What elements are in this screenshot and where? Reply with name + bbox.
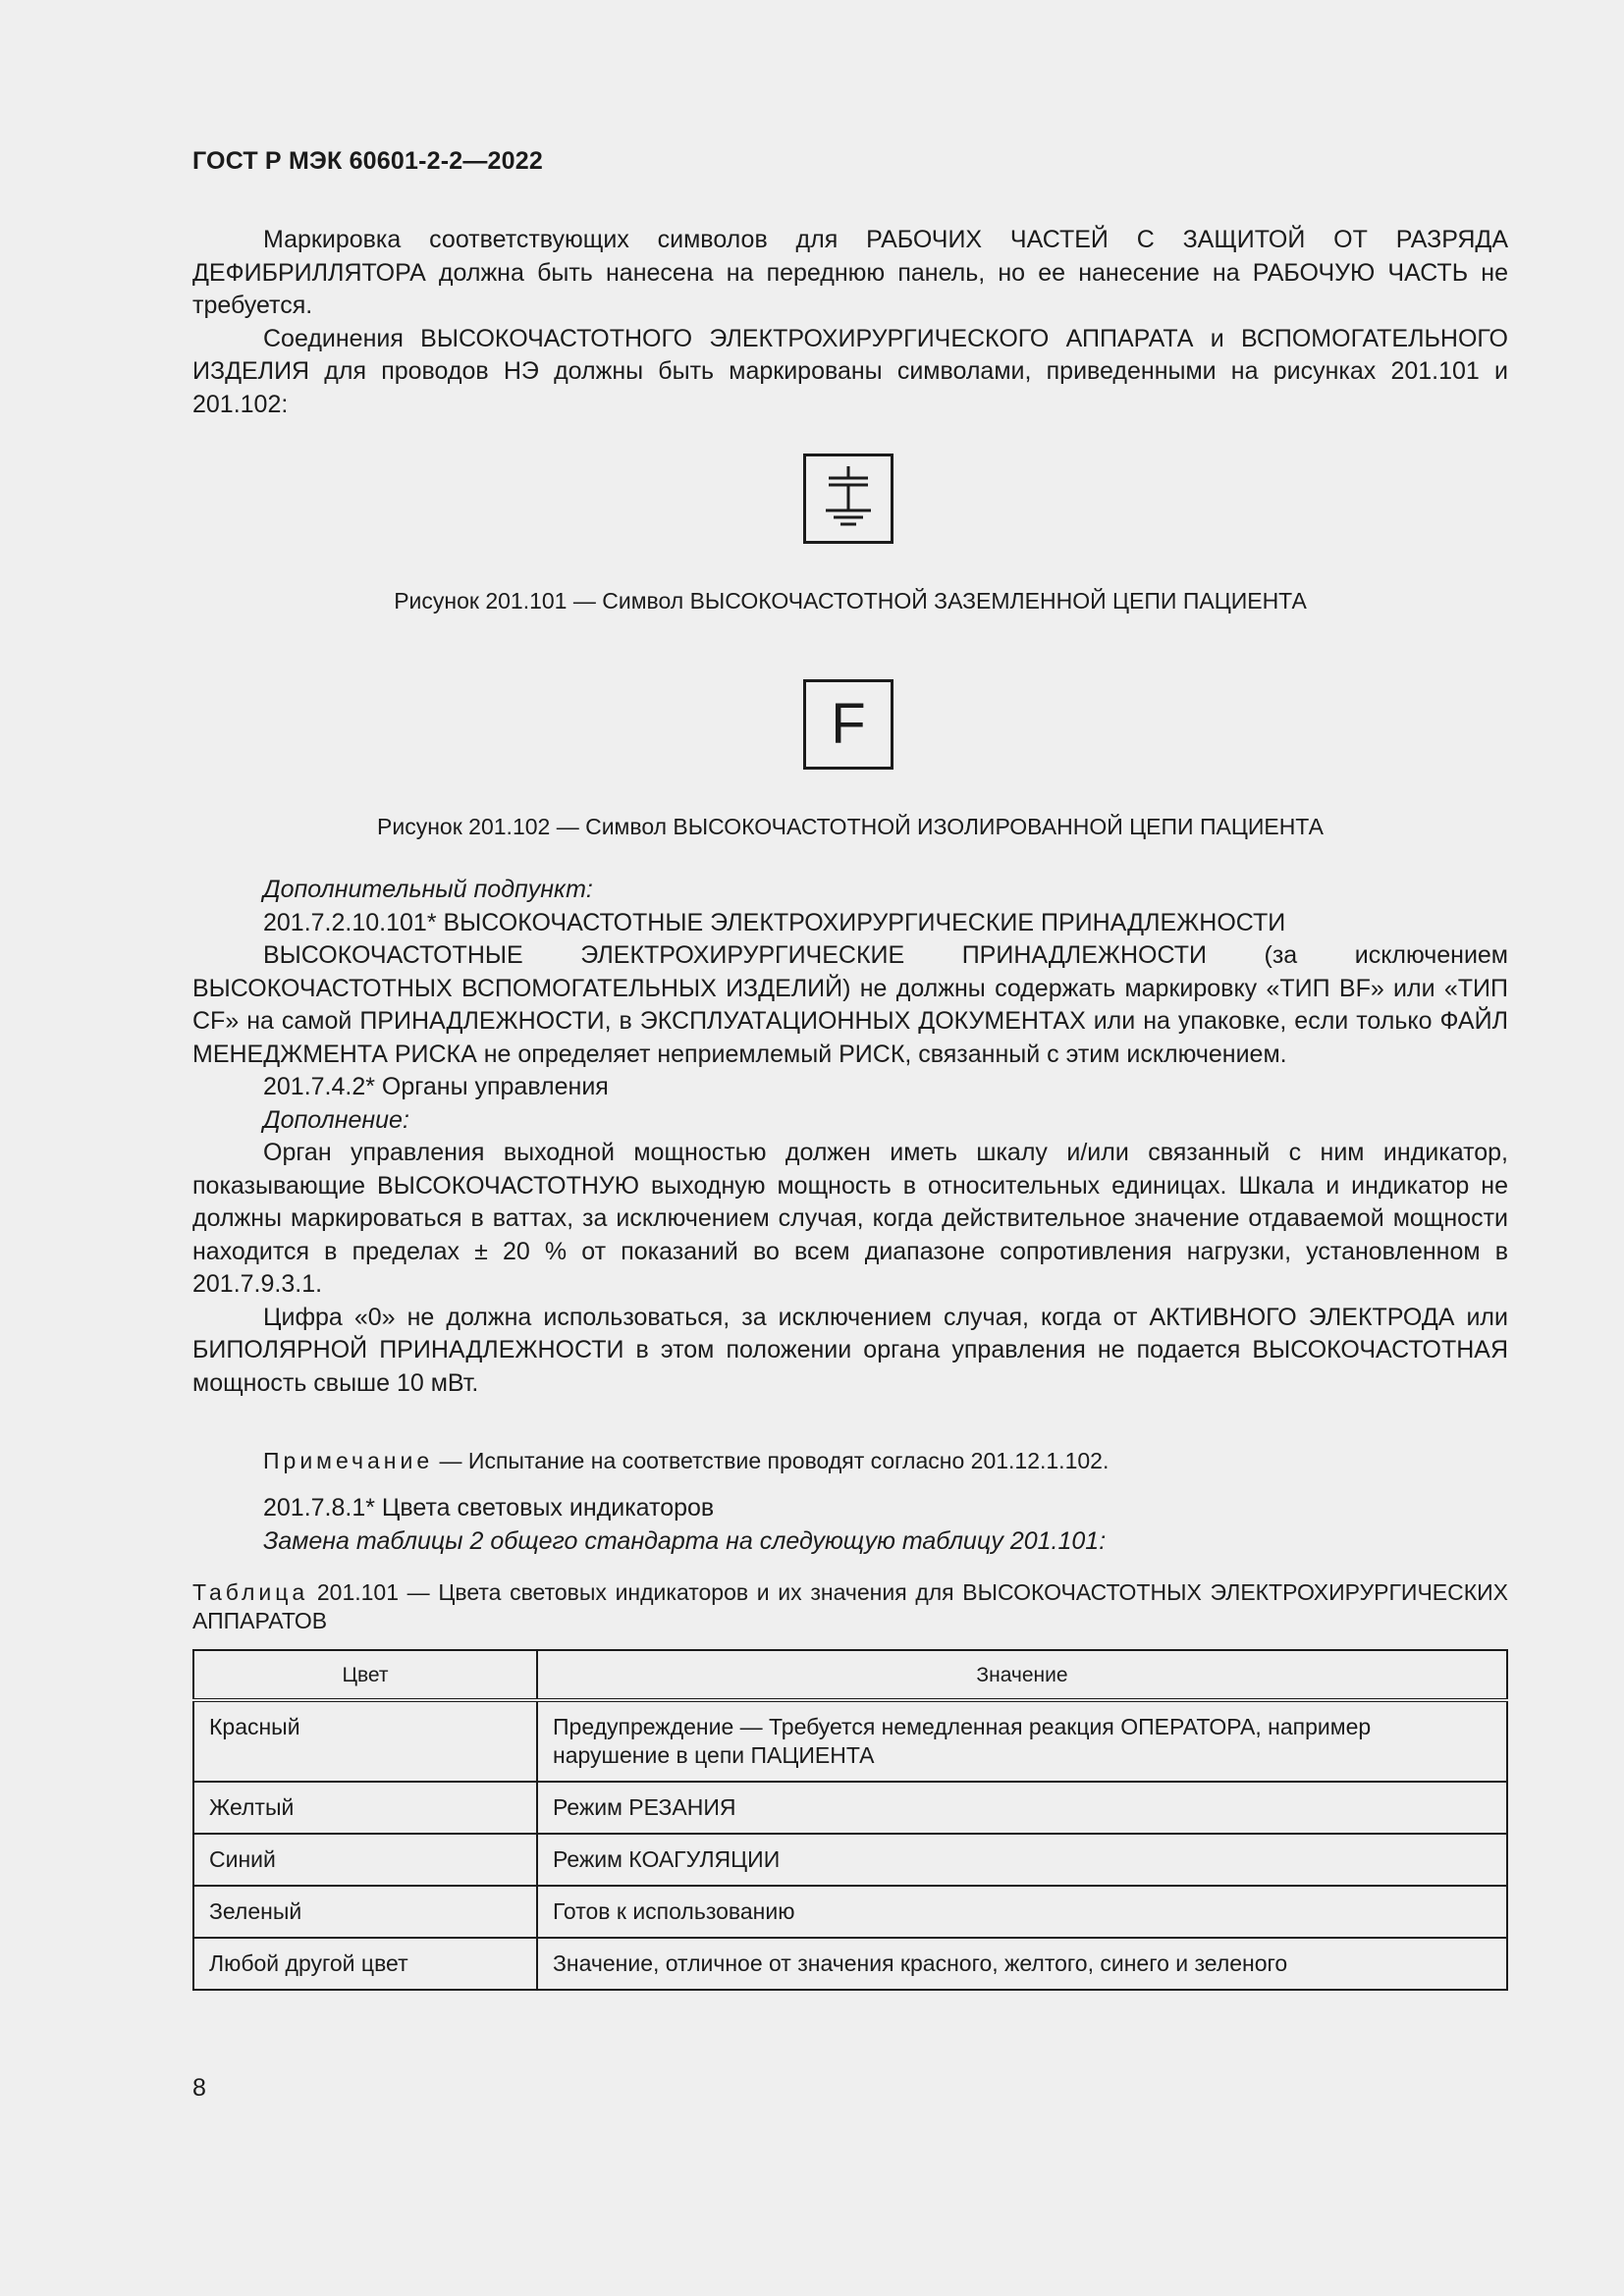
indicator-colors-table <box>192 1649 1508 1991</box>
clause-201-7-2-10-101-text: ВЫСОКОЧАСТОТНЫЕ ЭЛЕКТРОХИРУРГИЧЕСКИЕ ПРИНАДЛЕЖНОСТИ (за исключением ВЫСОКОЧАСТОТНЫХ ВСПОМОГАТЕЛЬНЫХ ИЗДЕЛИЙ) не должны содержать маркировку «ТИП BF» или «ТИП CF» на самой ПРИНАДЛЕЖНОСТИ, в ЭКСПЛУАТАЦИОННЫХ ДОКУМЕНТАХ или на упаковке, если только ФАЙЛ МЕНЕДЖМЕНТА РИСКА не определяет неприемлемый РИСК, связанный с этим исключением. <box>192 941 1508 1068</box>
clause-201-7-4-2-text-2: Цифра «0» не должна использоваться, за исключением случая, когда от АКТИВНОГО ЭЛЕКТРОДА или БИПОЛЯРНОЙ ПРИНАДЛЕЖНОСТИ в этом положении органа управления не подается ВЫСОКОЧАСТОТНАЯ мощность свыше 10 мВт. <box>192 1303 1508 1397</box>
note-label: Примечание <box>263 1448 434 1473</box>
color-cell: Любой другой цвет <box>193 1938 537 1990</box>
table-row <box>193 1886 1507 1938</box>
letter-f-icon: F <box>831 692 866 756</box>
addition-label: Дополнение: <box>263 1105 409 1134</box>
table-row <box>193 1700 1507 1782</box>
clause-201-7-4-2-title: 201.7.4.2* Органы управления <box>263 1073 609 1100</box>
color-cell: Зеленый <box>193 1886 537 1938</box>
header-color: Цвет <box>193 1650 537 1700</box>
additional-subclause-label: Дополнительный подпункт: <box>263 876 593 903</box>
color-cell: Желтый <box>193 1782 537 1834</box>
body-section <box>192 874 1508 1400</box>
intro-paragraph-1: Маркировка соответствующих символов для РАБОЧИХ ЧАСТЕЙ С ЗАЩИТОЙ ОТ РАЗРЯДА ДЕФИБРИЛЛЯТОРА должна быть нанесена на переднюю панель, но ее нанесение на РАБОЧУЮ ЧАСТЬ не требуется. <box>192 226 1508 319</box>
intro-section <box>192 224 1508 421</box>
meaning-cell: Режим РЕЗАНИЯ <box>537 1782 1507 1834</box>
grounded-capacitor-icon <box>806 456 891 541</box>
note-text: — Испытание на соответствие проводят согласно 201.12.1.102. <box>433 1448 1110 1473</box>
table-caption <box>192 1578 1508 1635</box>
note <box>263 1448 1109 1474</box>
intro-paragraph-2: Соединения ВЫСОКОЧАСТОТНОГО ЭЛЕКТРОХИРУРГИЧЕСКОГО АППАРАТА и ВСПОМОГАТЕЛЬНОГО ИЗДЕЛИЯ для проводов НЭ должны быть маркированы символами, приведенными на рисунках 201.101 и 201.102: <box>192 324 1508 418</box>
table-caption-label: Таблица <box>192 1579 309 1605</box>
table-header-row <box>193 1650 1507 1700</box>
meaning-cell: Режим КОАГУЛЯЦИИ <box>537 1834 1507 1886</box>
meaning-cell: Значение, отличное от значения красного, желтого, синего и зеленого <box>537 1938 1507 1990</box>
table-caption-text: 201.101 — Цвета световых индикаторов и их значения для ВЫСОКОЧАСТОТНЫХ ЭЛЕКТРОХИРУРГИЧЕСКИХ АППАРАТОВ <box>192 1579 1508 1633</box>
clause-201-7-8-1-title: 201.7.8.1* Цвета световых индикаторов <box>263 1494 715 1522</box>
figure-201-102-caption: Рисунок 201.102 — Символ ВЫСОКОЧАСТОТНОЙ ИЗОЛИРОВАННОЙ ЦЕПИ ПАЦИЕНТА <box>377 814 1324 839</box>
hf-earthed-circuit-symbol <box>803 454 893 544</box>
color-cell: Синий <box>193 1834 537 1886</box>
document-page <box>192 0 1508 2296</box>
table-row <box>193 1782 1507 1834</box>
hf-isolated-circuit-symbol <box>803 679 893 770</box>
standard-header: ГОСТ Р МЭК 60601-2-2—2022 <box>192 147 543 175</box>
table-replacement-text: Замена таблицы 2 общего стандарта на следующую таблицу 201.101: <box>263 1526 1107 1555</box>
header-meaning: Значение <box>537 1650 1507 1700</box>
color-cell: Красный <box>193 1700 537 1782</box>
table-row <box>193 1834 1507 1886</box>
clause-201-7-8-1 <box>192 1492 1508 1558</box>
meaning-cell: Готов к использованию <box>537 1886 1507 1938</box>
clause-201-7-4-2-text: Орган управления выходной мощностью должен иметь шкалу и/или связанный с ним индикатор, показывающие ВЫСОКОЧАСТОТНУЮ выходную мощность в относительных единицах. Шкала и индикатор не должны маркироваться в ваттах, за исключением случая, когда действительное значение отдаваемой мощности находится в пределах ± 20 % от показаний во всем диапазоне сопротивления нагрузки, установленном в 201.7.9.3.1. <box>192 1139 1508 1298</box>
table-row <box>193 1938 1507 1990</box>
clause-201-7-2-10-101-title: 201.7.2.10.101* ВЫСОКОЧАСТОТНЫЕ ЭЛЕКТРОХИРУРГИЧЕСКИЕ ПРИНАДЛЕЖНОСТИ <box>263 908 1286 936</box>
meaning-cell: Предупреждение — Требуется немедленная реакция ОПЕРАТОРА, например нарушение в цепи ПАЦИЕНТА <box>537 1700 1507 1782</box>
page-number: 8 <box>192 2074 206 2102</box>
figure-201-101-caption: Рисунок 201.101 — Символ ВЫСОКОЧАСТОТНОЙ ЗАЗЕМЛЕННОЙ ЦЕПИ ПАЦИЕНТА <box>394 588 1307 614</box>
